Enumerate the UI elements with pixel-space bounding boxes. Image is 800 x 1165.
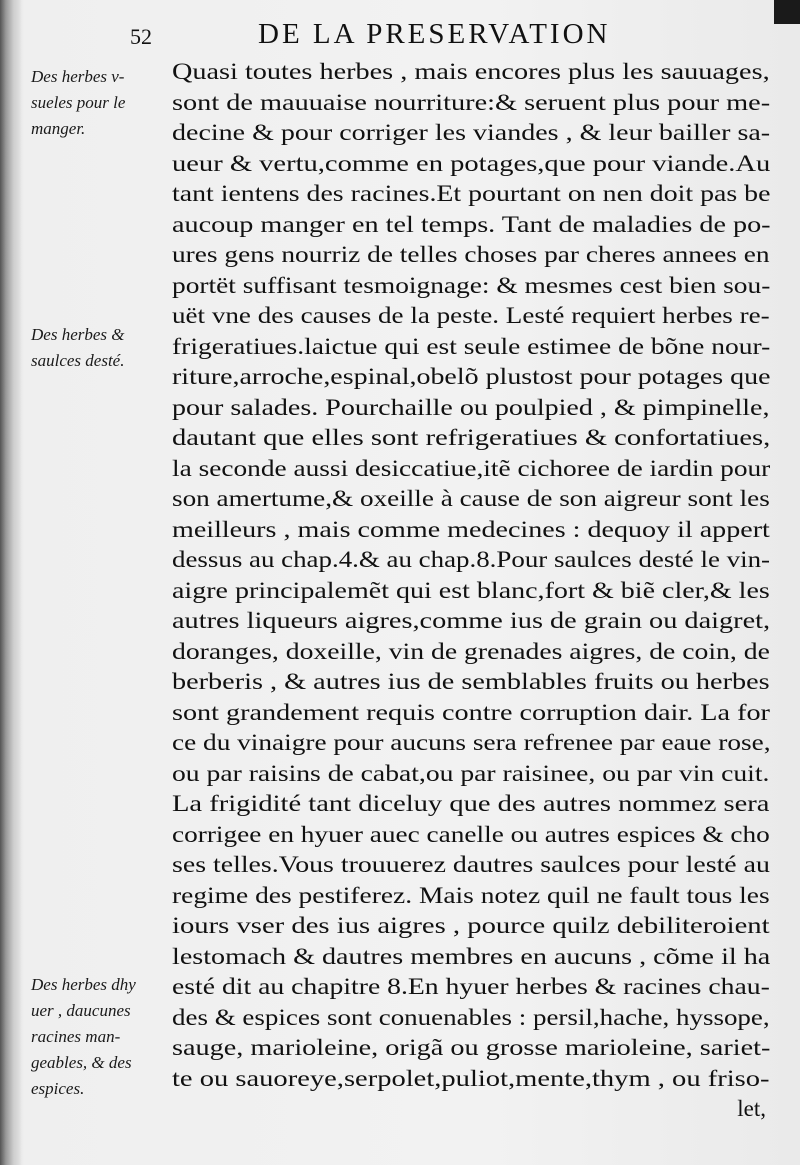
text-line: des & espices sont conuenables : persil,hache, hyssope, [172,1004,770,1030]
text-line: portët suffisant tesmoignage: & mesmes cest bien sou- [172,272,771,298]
text-line: decine & pour corriger les viandes , & leur bailler sa- [172,120,771,145]
text-line: riture,arroche,espinal,obelõ plustost pour potages que [172,364,771,389]
text-line: aucoup manger en tel temps. Tant de maladies de po- [172,211,771,237]
text-line: sont de mauuaise nourriture:& seruent plus pour me- [172,89,771,115]
text-line: pour salades. Pourchaille ou poulpied , & pimpinelle, [172,394,770,420]
text-line: dessus au chap.4.& au chap.8.Pour saulces desté le vin- [172,547,771,572]
margin-note-line: Des herbes & [31,325,125,344]
text-line: son amertume,& oxeille à cause de son aigreur sont les [172,486,770,511]
text-line: te ou sauoreye,serpolet,puliot,mente,thym , ou friso- [172,1065,770,1091]
margin-note-line: sueles pour le [31,93,126,112]
margin-note-herbes-ete [31,322,171,374]
text-line: iours vser des ius aigres , pource quilz debiliteroient [172,913,770,938]
page-header [0,16,800,56]
text-line: sauge, marioleine, origã ou grosse marioleine, sariet- [172,1035,771,1060]
body-text [172,57,772,1125]
text-line: tant ientens des racines.Et pourtant on nen doit pas be [172,181,771,206]
text-line: meilleurs , mais comme medecines : dequoy il appert [172,516,770,542]
page-number: 52 [130,24,152,49]
running-head: DE LA PRESERVATION [258,18,611,50]
text-line: doranges, doxeille, vin de grenades aigres, de coin, de [172,638,770,664]
margin-note-line: uer , daucunes [31,1001,131,1020]
margin-note-herbes-hiver [31,972,171,1102]
margin-note-line: Des herbes dhy [31,975,136,994]
text-line: let, [737,1096,766,1121]
text-line: autres liqueurs aigres,comme ius de grain ou daigret, [172,608,771,633]
margin-note-line: manger. [31,119,86,138]
binding-shadow [0,0,22,1165]
text-line: uët vne des causes de la peste. Lesté requiert herbes re- [172,303,770,328]
text-line: esté dit au chapitre 8.En hyuer herbes & racines chau- [172,974,770,999]
margin-note-line: racines man- [31,1027,121,1046]
text-line: ures gens nourriz de telles choses par cheres annees en [172,242,770,267]
margin-note-line: geables, & des [31,1053,132,1072]
text-line: frigeratiues.laictue qui est seule estimee de bõne nour- [172,333,771,359]
margin-note-line: espices. [31,1079,85,1098]
text-line: sont grandement requis contre corruption dair. La for [172,699,770,725]
text-line: Quasi toutes herbes , mais encores plus les sauuages, [172,59,770,84]
text-line: corrigee en hyuer auec canelle ou autres espices & cho [172,821,770,847]
margin-note-herbes-usuelles [31,64,171,142]
text-line: aigre principalemẽt qui est blanc,fort & biẽ cler,& les [172,577,770,603]
text-line: ueur & vertu,comme en potages,que pour viande.Au [172,150,771,176]
text-line: dautant que elles sont refrigeratiues & confortatiues, [172,425,771,450]
text-line: regime des pestiferez. Mais notez quil ne fault tous les [172,882,770,908]
text-line: lestomach & dautres membres en aucuns , cõme il ha [172,943,771,969]
text-line: ce du vinaigre pour aucuns sera refrenee par eaue rose, [172,730,771,755]
text-line: ses telles.Vous trouuerez dautres saulces pour lesté au [172,852,770,877]
text-line: berberis , & autres ius de semblables fruits ou herbes [172,669,770,694]
text-line: La frigidité tant diceluy que des autres nommez sera [172,791,770,816]
margin-note-line: Des herbes v- [31,67,125,86]
text-line: la seconde aussi desiccatiue,itẽ cichoree de iardin pour [172,455,771,481]
text-line: ou par raisins de cabat,ou par raisinee, ou par vin cuit. [172,760,770,786]
margin-note-line: saulces desté. [31,351,125,370]
